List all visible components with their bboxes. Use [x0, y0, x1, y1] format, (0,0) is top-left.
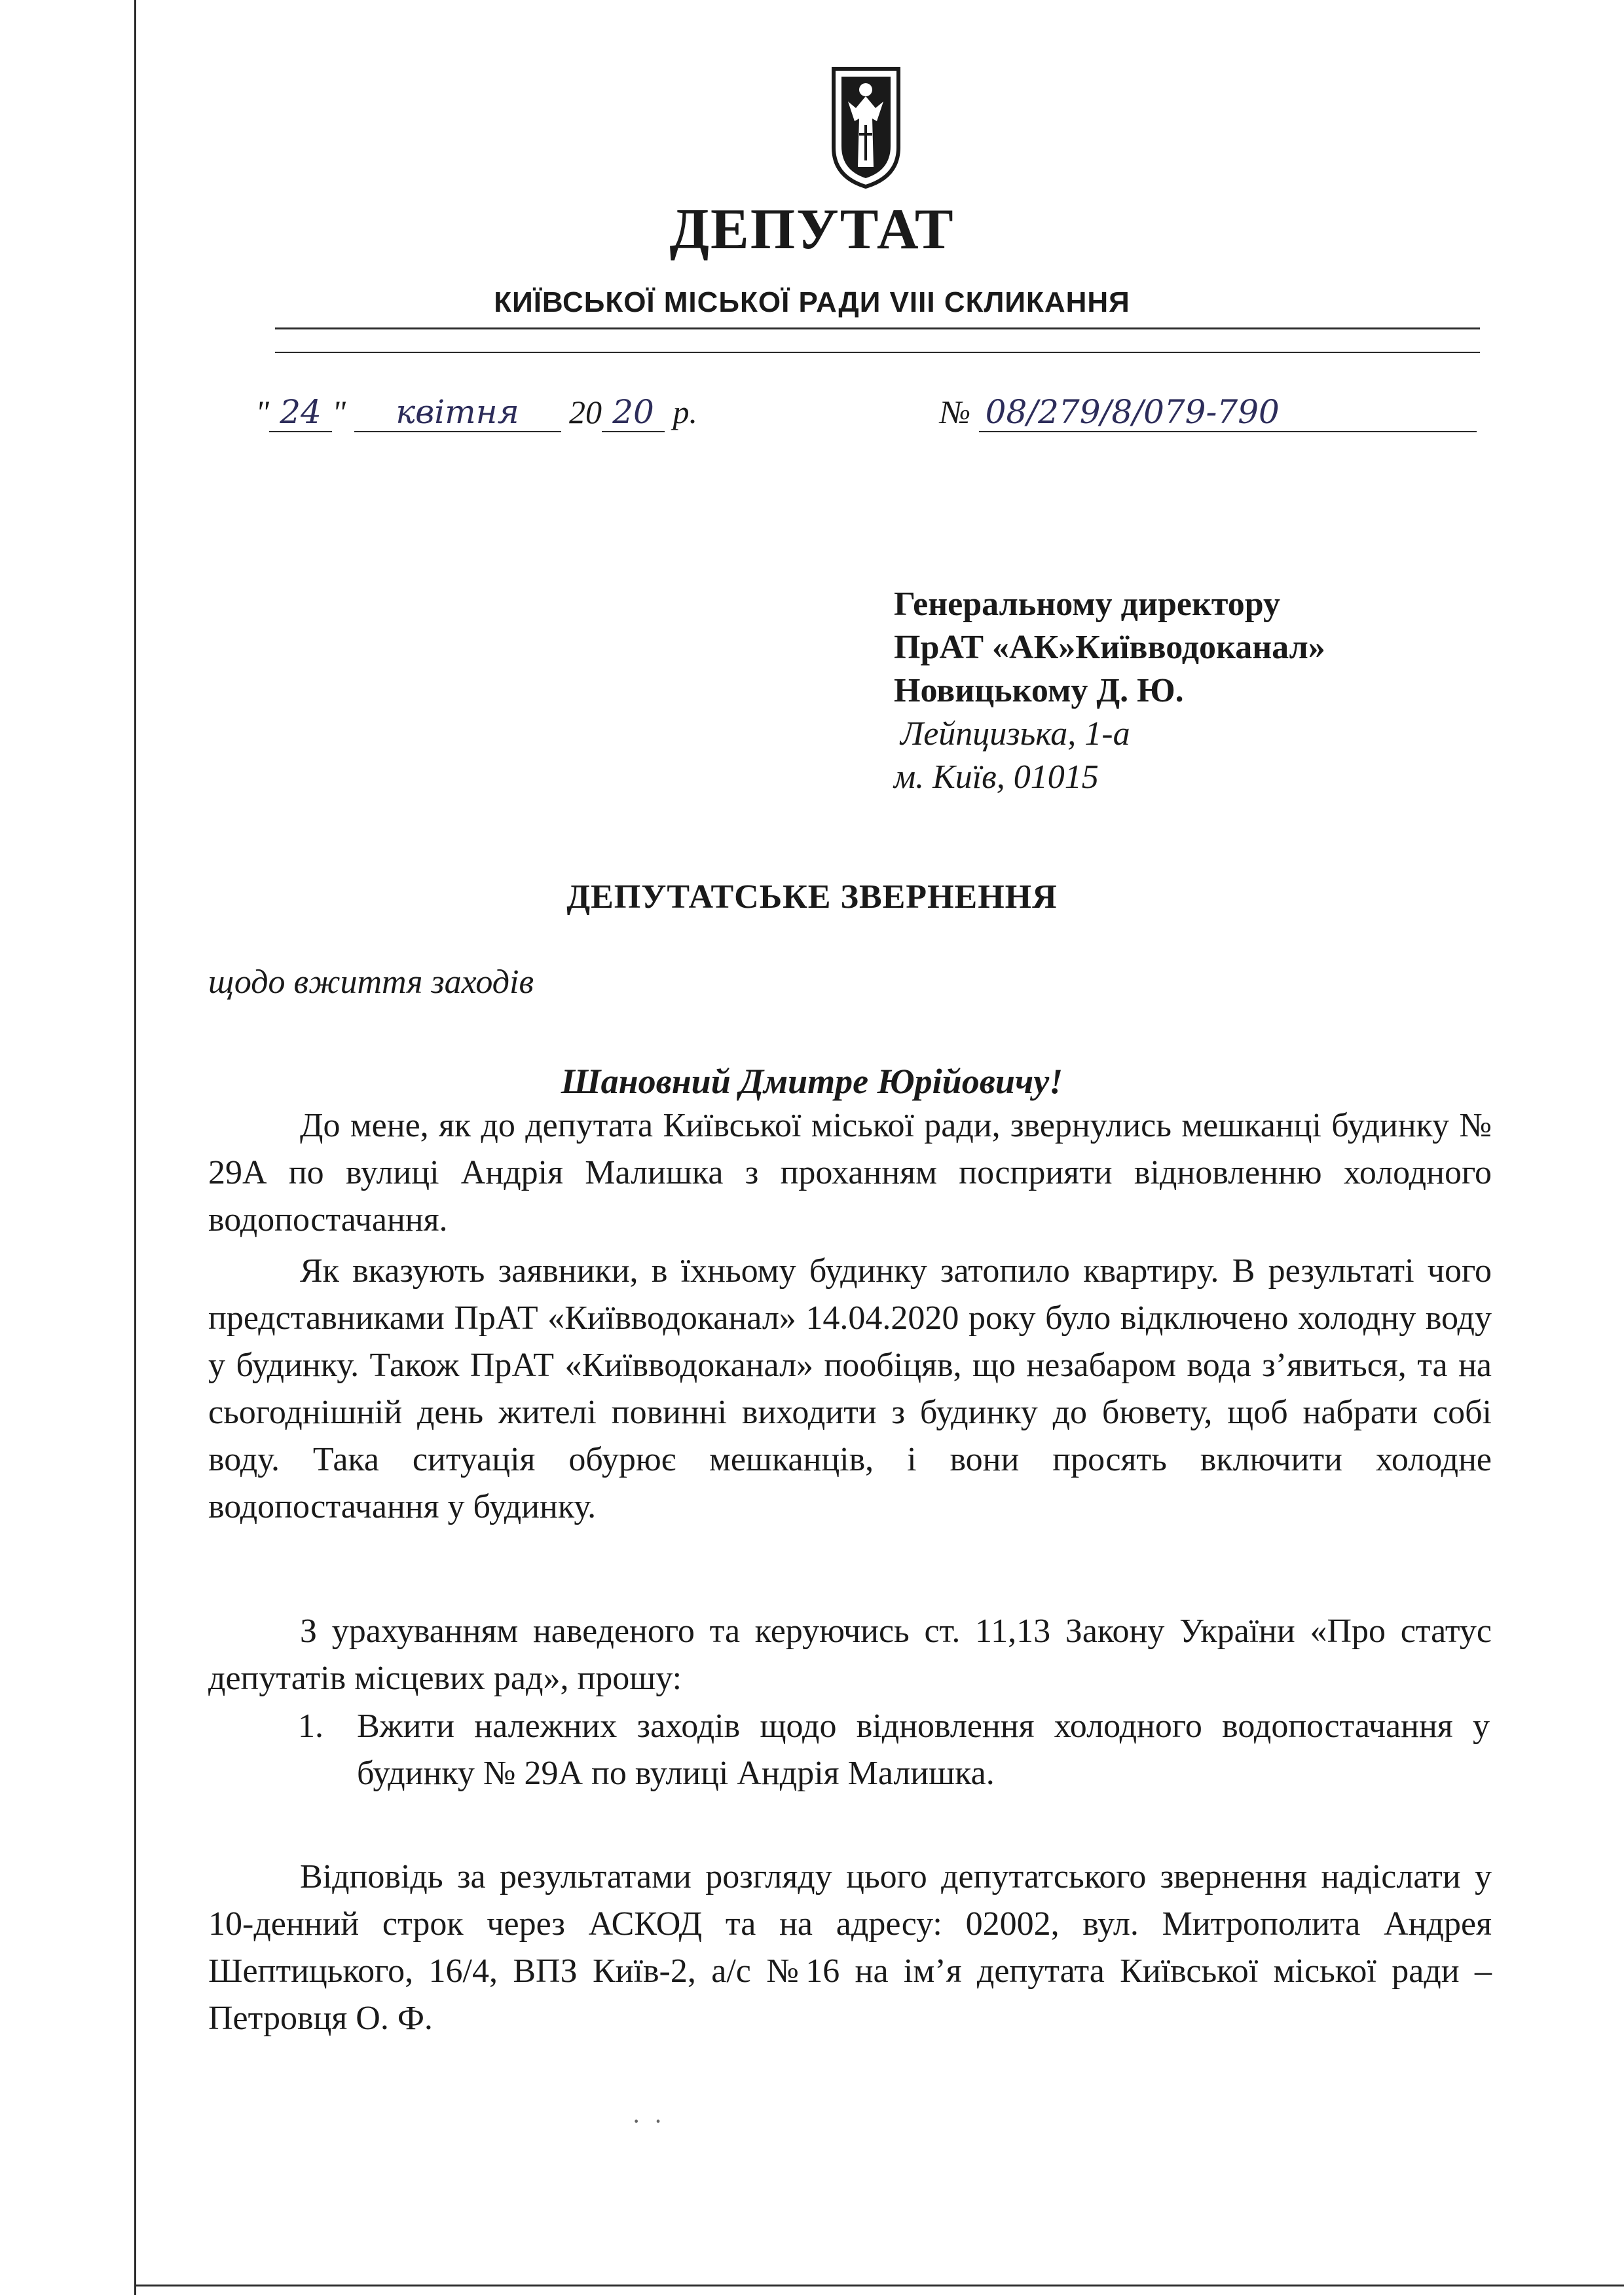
date-suffix: р.	[673, 394, 697, 430]
document-subject: щодо вжиття заходів	[208, 963, 534, 1001]
addressee-city: м. Київ, 01015	[894, 758, 1099, 796]
list-item-text: Вжити належних заходів щодо відновлення холодного водопостачання у будинку № 29А по вулиці Андрія Малишка.	[357, 1707, 1490, 1792]
left-margin-line	[134, 0, 136, 2295]
paragraph-1	[208, 1102, 1492, 1244]
paragraph-2-text: Як вказують заявники, в їхньому будинку затопило квартиру. В результаті чого представниками ПрАТ «Київводоканал» 14.04.2020 року було відключено холодну воду у будинку. Також ПрАТ «Київводоканал» пообіцяв, що незабаром вода з’явиться, та на сьогоднішній день жителі повинні виходити з будинку до бювету, щоб набрати собі воду. Така ситуація обурює мешканців, і вони просять включити холодне водопостачання у будинку.	[208, 1252, 1492, 1525]
reference-number: 08/279/8/079-790	[979, 393, 1477, 432]
date-year: 20	[602, 393, 665, 432]
paragraph-3-text: З урахуванням наведеного та керуючись ст. 11,13 Закону України «Про статус депутатів місцевих рад», прошу:	[208, 1613, 1492, 1697]
addressee-block	[894, 583, 1325, 799]
salutation: Шановний Дмитре Юрійовичу!	[561, 1062, 1063, 1101]
scan-speck: · ·	[632, 2106, 663, 2136]
date-month: квітня	[354, 393, 561, 432]
date-open-quote: "	[255, 394, 269, 430]
date-line	[255, 393, 697, 432]
reference-number-line	[940, 393, 1477, 432]
addressee-street: Лейпцизька, 1-а	[900, 715, 1130, 753]
bottom-margin-line	[134, 2285, 1624, 2286]
date-day: 24	[269, 393, 332, 432]
paragraph-1-text: До мене, як до депутата Київської міської ради, звернулись мешканці будинку № 29А по вулиці Андрія Малишка з проханням посприяти відновленню холодного водопостачання.	[208, 1107, 1492, 1239]
reference-label: №	[940, 394, 971, 430]
document-title: ДЕПУТАТСЬКЕ ЗВЕРНЕННЯ	[566, 878, 1058, 916]
addressee-company: ПрАТ «АК»Київводоканал»	[894, 629, 1325, 666]
list-item-number: 1.	[298, 1707, 323, 1745]
request-list-item	[298, 1703, 1490, 1797]
date-close-quote: "	[332, 394, 346, 430]
paragraph-4-text: Відповідь за результатами розгляду цього депутатського звернення надіслати у 10-денний строк через АСКОД та на адресу: 02002, вул. Митрополита Андрея Шептицького, 16/4, ВПЗ Київ-2, а/с №16 на ім’я депутата Київської міської ради – Петровця О. Ф.	[208, 1858, 1492, 2037]
paragraph-3	[208, 1608, 1492, 1702]
header-rule-top	[275, 327, 1480, 329]
paragraph-4	[208, 1854, 1492, 2042]
header-rule-bottom	[275, 352, 1480, 353]
header-subtitle: КИЇВСЬКОЇ МІСЬКОЇ РАДИ VIII СКЛИКАННЯ	[494, 286, 1130, 318]
header-title: ДЕПУТАТ	[669, 198, 955, 261]
addressee-name: Новицькому Д. Ю.	[894, 672, 1184, 709]
addressee-position: Генеральному директору	[894, 586, 1281, 623]
kyiv-coat-of-arms-icon	[828, 62, 904, 190]
date-year-prefix: 20	[569, 394, 602, 430]
paragraph-2	[208, 1248, 1492, 1531]
